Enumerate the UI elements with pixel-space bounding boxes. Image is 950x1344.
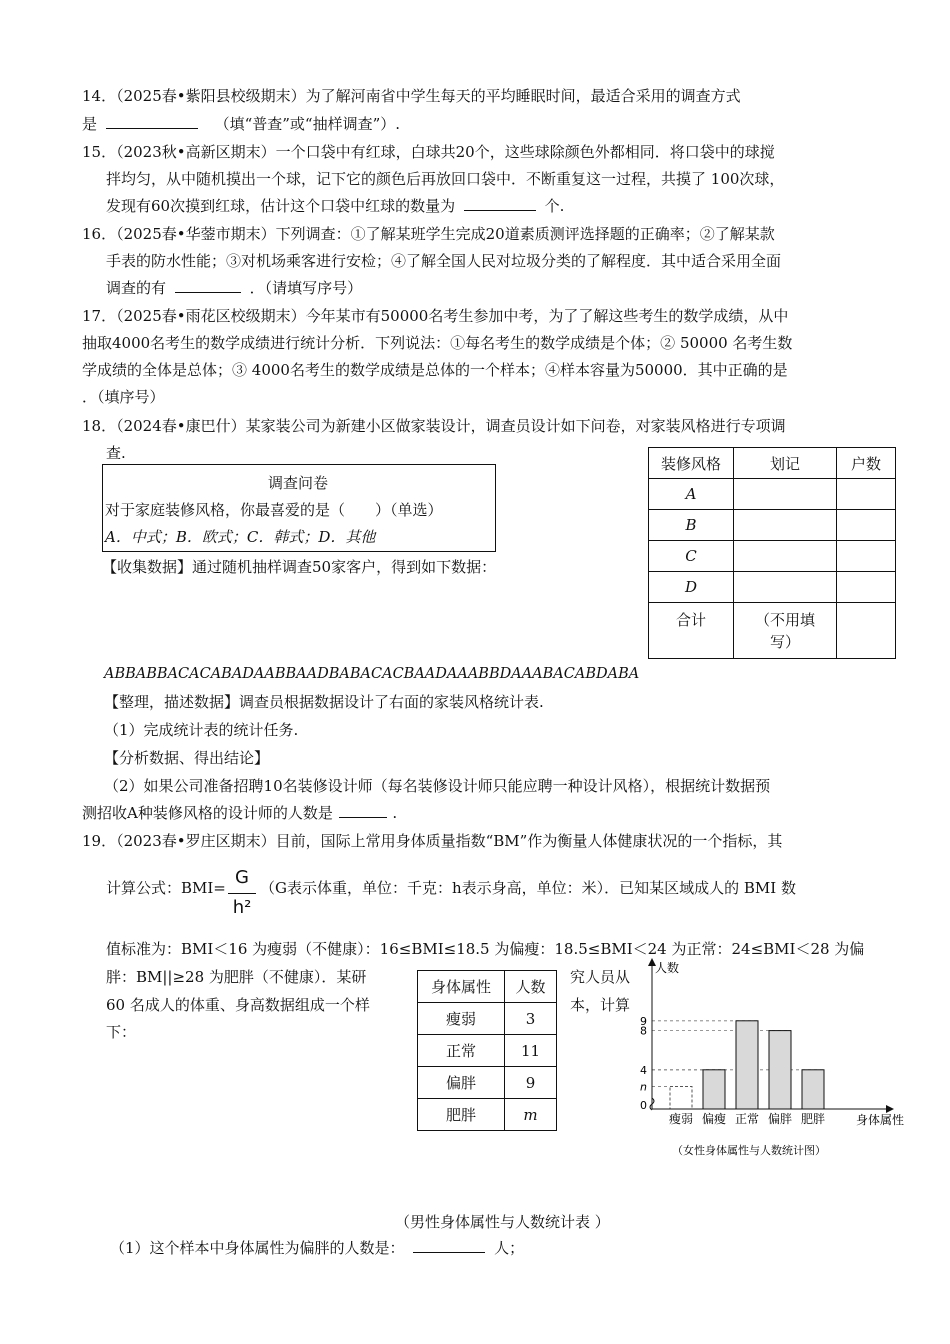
q17-line3: 学成绩的全体是总体；③ 4000名考生的数学成绩是总体的一个样本；④样本容量为50000．其中正确的是 bbox=[82, 361, 788, 379]
y-tick-label: n bbox=[640, 1080, 647, 1094]
male-row-label: 偏胖 bbox=[418, 1067, 505, 1099]
y-axis-label: 人数 bbox=[655, 961, 680, 975]
bar-0 bbox=[670, 1086, 692, 1109]
male-th-count: 人数 bbox=[505, 971, 557, 1003]
row-label-c: C bbox=[649, 541, 734, 572]
q19-line6: 下： bbox=[106, 1023, 137, 1041]
task2-answer-blank[interactable] bbox=[339, 803, 387, 818]
male-row-label: 正常 bbox=[418, 1035, 505, 1067]
q19-line5b: 本，计算 bbox=[570, 996, 631, 1014]
q19-task1-text: （1）这个样本中身体属性为偏胖的人数是： bbox=[110, 1239, 405, 1257]
q15-line1: 15．（2023秋•高新区期末）一个口袋中有红球，白球共20个，这些球除颜色外都相同．将口袋中的球搅 bbox=[82, 143, 775, 161]
q16-line2: 手表的防水性能；③对机场乘客进行安检；④了解全国人民对垃圾分类的了解程度．其中适合采用全面 bbox=[106, 252, 782, 270]
chart-bars bbox=[670, 1021, 824, 1109]
bar-1 bbox=[703, 1070, 725, 1109]
x-cat-label: 正常 bbox=[734, 1112, 760, 1126]
q16-answer-blank[interactable] bbox=[175, 278, 241, 293]
q18-line1: 18．（2024春•康巴什）某家装公司为新建小区做家装设计，调查员设计如下问卷，对家装风格进行专项调 bbox=[82, 417, 786, 435]
q19-line4a: 胖：BM||≥28 为肥胖（不健康）．某研 bbox=[106, 968, 367, 986]
survey-question: 对于家庭装修风格，你最喜爱的是（ ）（单选） bbox=[105, 501, 443, 519]
y-tick-label: 0 bbox=[640, 1099, 647, 1112]
male-row-value: 11 bbox=[505, 1035, 557, 1067]
formula-denominator: h² bbox=[232, 897, 252, 918]
male-stat-table bbox=[417, 970, 557, 1131]
style-stat-table bbox=[648, 447, 896, 659]
count-cell[interactable] bbox=[837, 572, 896, 603]
task1-text: （1）完成统计表的统计任务. bbox=[104, 721, 299, 739]
q15-text: 发现有60次摸到红球，估计这个口袋中红球的数量为 bbox=[106, 197, 456, 215]
tally-cell[interactable] bbox=[734, 572, 837, 603]
q18-line2: 查. bbox=[106, 444, 126, 462]
q16-suffix: ．（请填写序号） bbox=[249, 279, 363, 297]
x-categories bbox=[669, 1111, 825, 1126]
q19-task1-answer-blank[interactable] bbox=[413, 1238, 485, 1253]
q19-task1-unit: 人； bbox=[494, 1239, 525, 1257]
q19-line1: 19．（2023春•罗庄区期末）目前，国际上常用身体质量指数“BM”作为衡量人体健康状况的一个指标，其 bbox=[82, 832, 783, 850]
q19-line4b: 究人员从 bbox=[570, 968, 631, 986]
x-cat-label: 偏胖 bbox=[767, 1112, 793, 1126]
y-tick-label: 4 bbox=[640, 1063, 647, 1077]
collect-data-text: 【收集数据】通过随机抽样调查50家客户，得到如下数据： bbox=[102, 558, 497, 576]
bar-3 bbox=[769, 1031, 791, 1109]
q19-line5a: 60 名成人的体重、身高数据组成一个样 bbox=[106, 996, 370, 1014]
row-label-a: A bbox=[649, 479, 734, 510]
q14-prefix: 是 bbox=[82, 115, 98, 133]
male-th-attr: 身体属性 bbox=[418, 971, 505, 1003]
task2-line2 bbox=[82, 803, 397, 823]
q17-line1: 17．（2025春•雨花区校级期末）今年某市有50000名考生参加中考，为了了解这些考生的数学成绩，从中 bbox=[82, 307, 789, 325]
survey-options: A．中式；B．欧式；C．韩式；D．其他 bbox=[105, 528, 376, 546]
male-row-label: 瘦弱 bbox=[418, 1003, 505, 1035]
x-cat-label: 瘦弱 bbox=[668, 1112, 694, 1126]
organize-text: 【整理，描述数据】调查员根据数据设计了右面的家装风格统计表. bbox=[104, 693, 544, 711]
q19-task1 bbox=[110, 1238, 524, 1258]
count-cell[interactable] bbox=[837, 510, 896, 541]
y-ticks bbox=[640, 1015, 647, 1112]
count-cell[interactable] bbox=[837, 479, 896, 510]
q16-line1: 16．（2025春•华蓥市期末）下列调查：①了解某班学生完成20道素质测评选择题的正确率；②了解某款 bbox=[82, 225, 775, 243]
q16-line3 bbox=[106, 278, 362, 298]
th-tally: 划记 bbox=[734, 448, 837, 479]
x-cat-label: 偏瘦 bbox=[701, 1112, 727, 1126]
q19-line3: 值标准为：BMI＜16 为瘦弱（不健康）：16≤BMI≤18.5 为偏瘦：18.5≤BMI＜24 为正常：24≤BMI＜28 为偏 bbox=[106, 940, 865, 958]
row-label-b: B bbox=[649, 510, 734, 541]
q19-formula-pre: 计算公式：BMI= bbox=[106, 879, 226, 897]
th-style: 装修风格 bbox=[649, 448, 734, 479]
male-row-value: 9 bbox=[505, 1067, 557, 1099]
male-table-caption: （男性身体属性与人数统计表 ） bbox=[395, 1213, 610, 1231]
count-cell[interactable] bbox=[837, 541, 896, 572]
survey-title: 调查问卷 bbox=[267, 474, 328, 492]
q15-line2: 拌均匀，从中随机摸出一个球，记下它的颜色后再放回口袋中．不断重复这一过程，共摸了 100次球， bbox=[106, 170, 785, 188]
male-row-label: 肥胖 bbox=[418, 1099, 505, 1131]
task2-period: . bbox=[392, 804, 398, 822]
total-note: （不用填 写） bbox=[734, 603, 837, 659]
total-label: 合计 bbox=[649, 603, 734, 659]
x-axis-label: 身体属性 bbox=[856, 1113, 905, 1127]
bar-4 bbox=[802, 1070, 824, 1109]
tally-cell[interactable] bbox=[734, 541, 837, 572]
q15-unit: 个. bbox=[544, 197, 565, 215]
q14-suffix: （填“普查”或“抽样调查”）. bbox=[214, 115, 401, 133]
chart-caption: （女性身体属性与人数统计图） bbox=[672, 1144, 826, 1157]
survey-data-string: ABBABBACACABADAABBAADBABACACBAADAAABBDAAABACABDABA bbox=[104, 666, 640, 682]
tally-cell[interactable] bbox=[734, 479, 837, 510]
fraction-bar bbox=[228, 893, 256, 894]
row-label-d: D bbox=[649, 572, 734, 603]
analyze-text: 【分析数据、得出结论】 bbox=[104, 749, 270, 767]
total-count-cell[interactable] bbox=[837, 603, 896, 659]
q15-line3 bbox=[106, 196, 564, 216]
q16-text: 调查的有 bbox=[106, 279, 167, 297]
bar-2 bbox=[736, 1021, 758, 1109]
y-tick-label: 9 bbox=[640, 1014, 647, 1028]
female-bar-chart bbox=[620, 958, 920, 1168]
task2-line1: （2）如果公司准备招聘10名装修设计师（每名装修设计师只能应聘一种设计风格），根据统计数据预 bbox=[104, 777, 771, 795]
q14-line2 bbox=[82, 114, 400, 134]
x-cat-label: 肥胖 bbox=[800, 1112, 826, 1126]
tally-cell[interactable] bbox=[734, 510, 837, 541]
q17-line4: ．（填序号） bbox=[82, 388, 165, 406]
male-row-value: m bbox=[505, 1099, 557, 1131]
q19-formula-post: （G表示体重，单位：千克：h表示身高，单位：米）．已知某区域成人的 BMI 数 bbox=[260, 879, 796, 897]
q14-line1: 14．（2025春•紫阳县校级期末）为了解河南省中学生每天的平均睡眠时间，最适合采用的调查方式 bbox=[82, 87, 741, 105]
q17-line2: 抽取4000名考生的数学成绩进行统计分析．下列说法：①每名考生的数学成绩是个体；② 50000 名考生数 bbox=[82, 334, 793, 352]
th-count: 户数 bbox=[837, 448, 896, 479]
q15-answer-blank[interactable] bbox=[464, 196, 536, 211]
task2-text: 测招收A种装修风格的设计师的人数是 bbox=[82, 804, 333, 822]
male-row-value: 3 bbox=[505, 1003, 557, 1035]
formula-numerator: G bbox=[235, 867, 249, 888]
y-tick-label: 8 bbox=[640, 1024, 647, 1038]
q14-answer-blank[interactable] bbox=[106, 114, 198, 129]
